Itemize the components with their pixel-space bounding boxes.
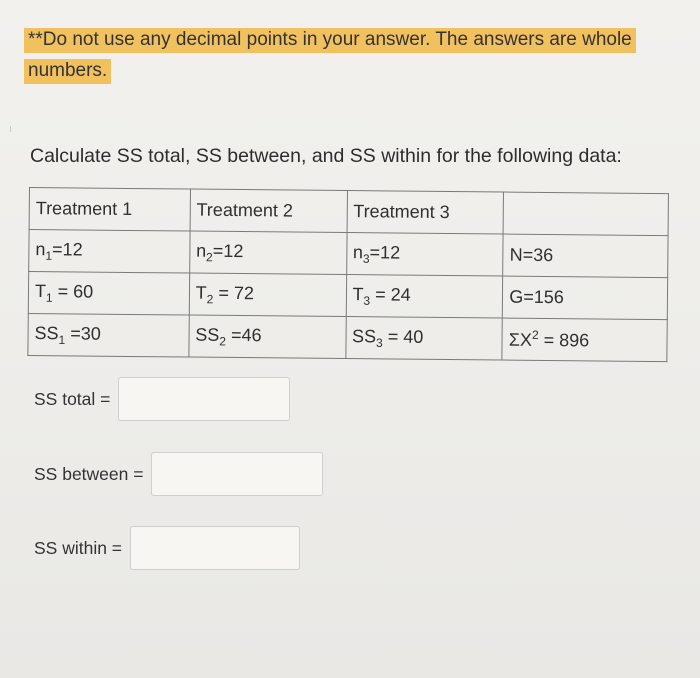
- table-row-n: [29, 230, 668, 278]
- ss-between-input[interactable]: [151, 452, 323, 496]
- note-text: **Do not use any decimal points in your answer. The answers are whole numbers.: [24, 28, 636, 84]
- instruction-text: Calculate SS total, SS between, and SS within for the following data:: [30, 145, 622, 167]
- table-row-ss: [28, 313, 667, 361]
- cell-ss2: $SS_2 =46$: [189, 315, 346, 359]
- cell-sum-x-squared: $\Sigma X^2 = 896$: [502, 318, 667, 362]
- cell-N-total: N=36: [503, 234, 668, 278]
- header-treatment-1: Treatment 1: [29, 188, 190, 232]
- note-banner: [24, 24, 690, 86]
- ss-total-input[interactable]: [118, 377, 290, 421]
- ss-between-row: [34, 452, 323, 496]
- header-treatment-3: Treatment 3: [347, 191, 504, 235]
- ss-within-input[interactable]: [130, 526, 300, 570]
- header-treatment-2: Treatment 2: [190, 189, 347, 233]
- page-mark: [10, 126, 11, 132]
- table-header-row: [29, 188, 668, 236]
- header-blank: [503, 192, 668, 236]
- ss-total-row: [34, 377, 290, 421]
- ss-within-row: [34, 526, 300, 570]
- cell-n3: $n_3=12$: [346, 233, 503, 277]
- cell-t1: $T_1 = 60$: [28, 272, 189, 316]
- cell-ss3: $SS_3 = 40$: [345, 317, 502, 361]
- cell-t3: $T_3 = 24$: [346, 275, 503, 319]
- ss-within-label: SS within =: [34, 537, 123, 558]
- cell-n1: $n_1=12$: [29, 230, 190, 274]
- cell-G-total: G=156: [503, 276, 668, 320]
- data-table: [27, 187, 669, 362]
- cell-ss1: $SS_1 =30$: [28, 313, 189, 357]
- ss-between-label: SS between =: [34, 463, 144, 484]
- cell-n2: $n_2=12$: [189, 231, 346, 275]
- cell-t2: $T_2 = 72$: [189, 273, 346, 317]
- table-row-t: [28, 272, 667, 320]
- ss-total-label: SS total =: [34, 388, 111, 409]
